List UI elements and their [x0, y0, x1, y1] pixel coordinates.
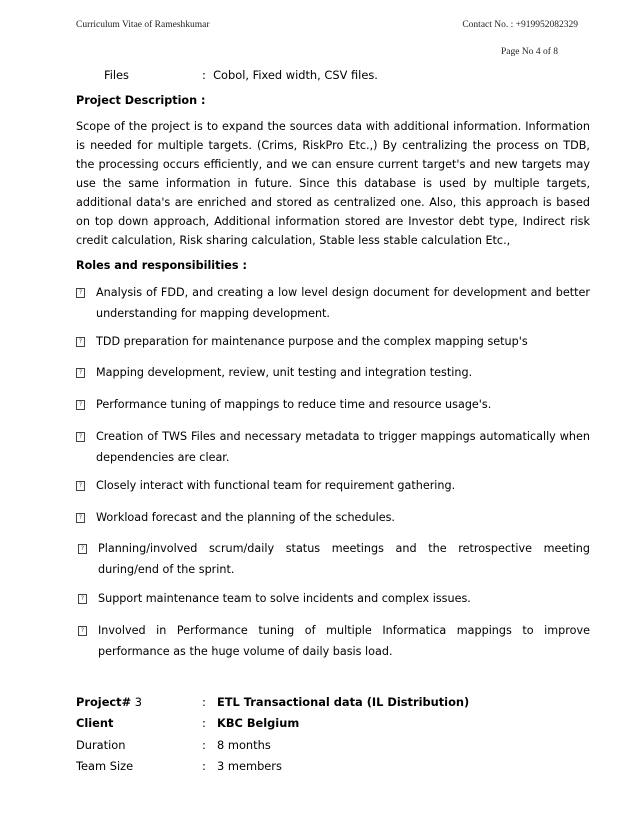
bullet-marker: ?: [78, 544, 87, 554]
list-item: [76, 362, 590, 383]
list-item-text: Closely interact with functional team for requirement gathering.: [96, 479, 456, 492]
list-item: [76, 394, 590, 415]
list-item: [76, 282, 590, 324]
bullet-marker: ?: [78, 594, 87, 604]
project-number: 3: [134, 695, 143, 709]
list-item: [76, 620, 590, 662]
team-size-separator: :: [202, 759, 206, 773]
list-item-text: Creation of TWS Files and necessary metadata to trigger mappings automatically when dependencies are clear.: [96, 430, 590, 464]
team-size-value: 3 members: [217, 759, 282, 773]
list-item-text: Workload forecast and the planning of the schedules.: [96, 511, 395, 524]
client-value: KBC Belgium: [217, 716, 300, 730]
project-label-group: [76, 695, 142, 709]
list-item-text: Planning/involved scrum/daily status meetings and the retrospective meeting during/end of the sprint.: [98, 542, 590, 576]
project-name: ETL Transactional data (IL Distribution): [217, 695, 470, 709]
list-item: [76, 475, 590, 496]
header-contact: Contact No. : +919952082329: [462, 20, 578, 30]
bullet-marker: ?: [76, 368, 85, 378]
list-item: [76, 588, 590, 609]
header-cv-title: Curriculum Vitae of Rameshkumar: [76, 20, 210, 30]
bullet-marker: ?: [76, 513, 85, 523]
duration-separator: :: [202, 738, 206, 752]
duration-value: 8 months: [217, 738, 271, 752]
list-item-text: Mapping development, review, unit testing and integration testing.: [96, 366, 473, 379]
roles-heading: Roles and responsibilities :: [76, 259, 247, 272]
list-item: [76, 538, 590, 580]
duration-label: Duration: [76, 738, 126, 752]
list-item-text: Performance tuning of mappings to reduce time and resource usage's.: [96, 398, 492, 411]
project-description-heading: Project Description :: [76, 94, 206, 107]
bullet-marker: ?: [76, 400, 85, 410]
list-item-text: Analysis of FDD, and creating a low level design document for development and better understanding for mapping development.: [96, 286, 590, 320]
team-size-label: Team Size: [76, 759, 134, 773]
bullet-marker: ?: [76, 337, 85, 347]
bullet-marker: ?: [76, 288, 85, 298]
list-item: [76, 507, 590, 528]
files-value: Cobol, Fixed width, CSV files.: [213, 68, 378, 82]
files-value-group: [202, 68, 378, 82]
files-label: Files: [104, 68, 129, 82]
project-description-text: Scope of the project is to expand the sources data with additional information. Information is needed for multiple targets. (Crims, RiskPro Etc.,) By centralizing the process on TDB, the processing occurs efficiently, and we can ensure current target's and new targets may use the same information in future. Since this database is used by multiple targets, additional data's are enriched and stored as centralized one. Also, this approach is based on top down approach, Additional information stored are Investor debt type, Indirect risk credit calculation, Risk sharing calculation, Stable less stable calculation Etc.,: [76, 120, 590, 247]
bullet-marker: ?: [76, 481, 85, 491]
project-label: Project#: [76, 695, 132, 709]
list-item: [76, 426, 590, 468]
list-item: [76, 331, 590, 352]
client-separator: :: [202, 716, 206, 730]
files-row: [104, 68, 378, 82]
list-item-text: Support maintenance team to solve incidents and complex issues.: [98, 592, 471, 605]
list-item-text: TDD preparation for maintenance purpose and the complex mapping setup's: [96, 335, 528, 348]
bullet-marker: ?: [76, 432, 85, 442]
list-item-text: Involved in Performance tuning of multiple Informatica mappings to improve performance as the huge volume of daily basis load.: [98, 624, 590, 658]
client-label: Client: [76, 716, 114, 730]
files-separator: :: [202, 68, 206, 82]
project-separator: :: [202, 695, 206, 709]
bullet-marker: ?: [78, 626, 87, 636]
page-number: Page No 4 of 8: [501, 47, 558, 57]
